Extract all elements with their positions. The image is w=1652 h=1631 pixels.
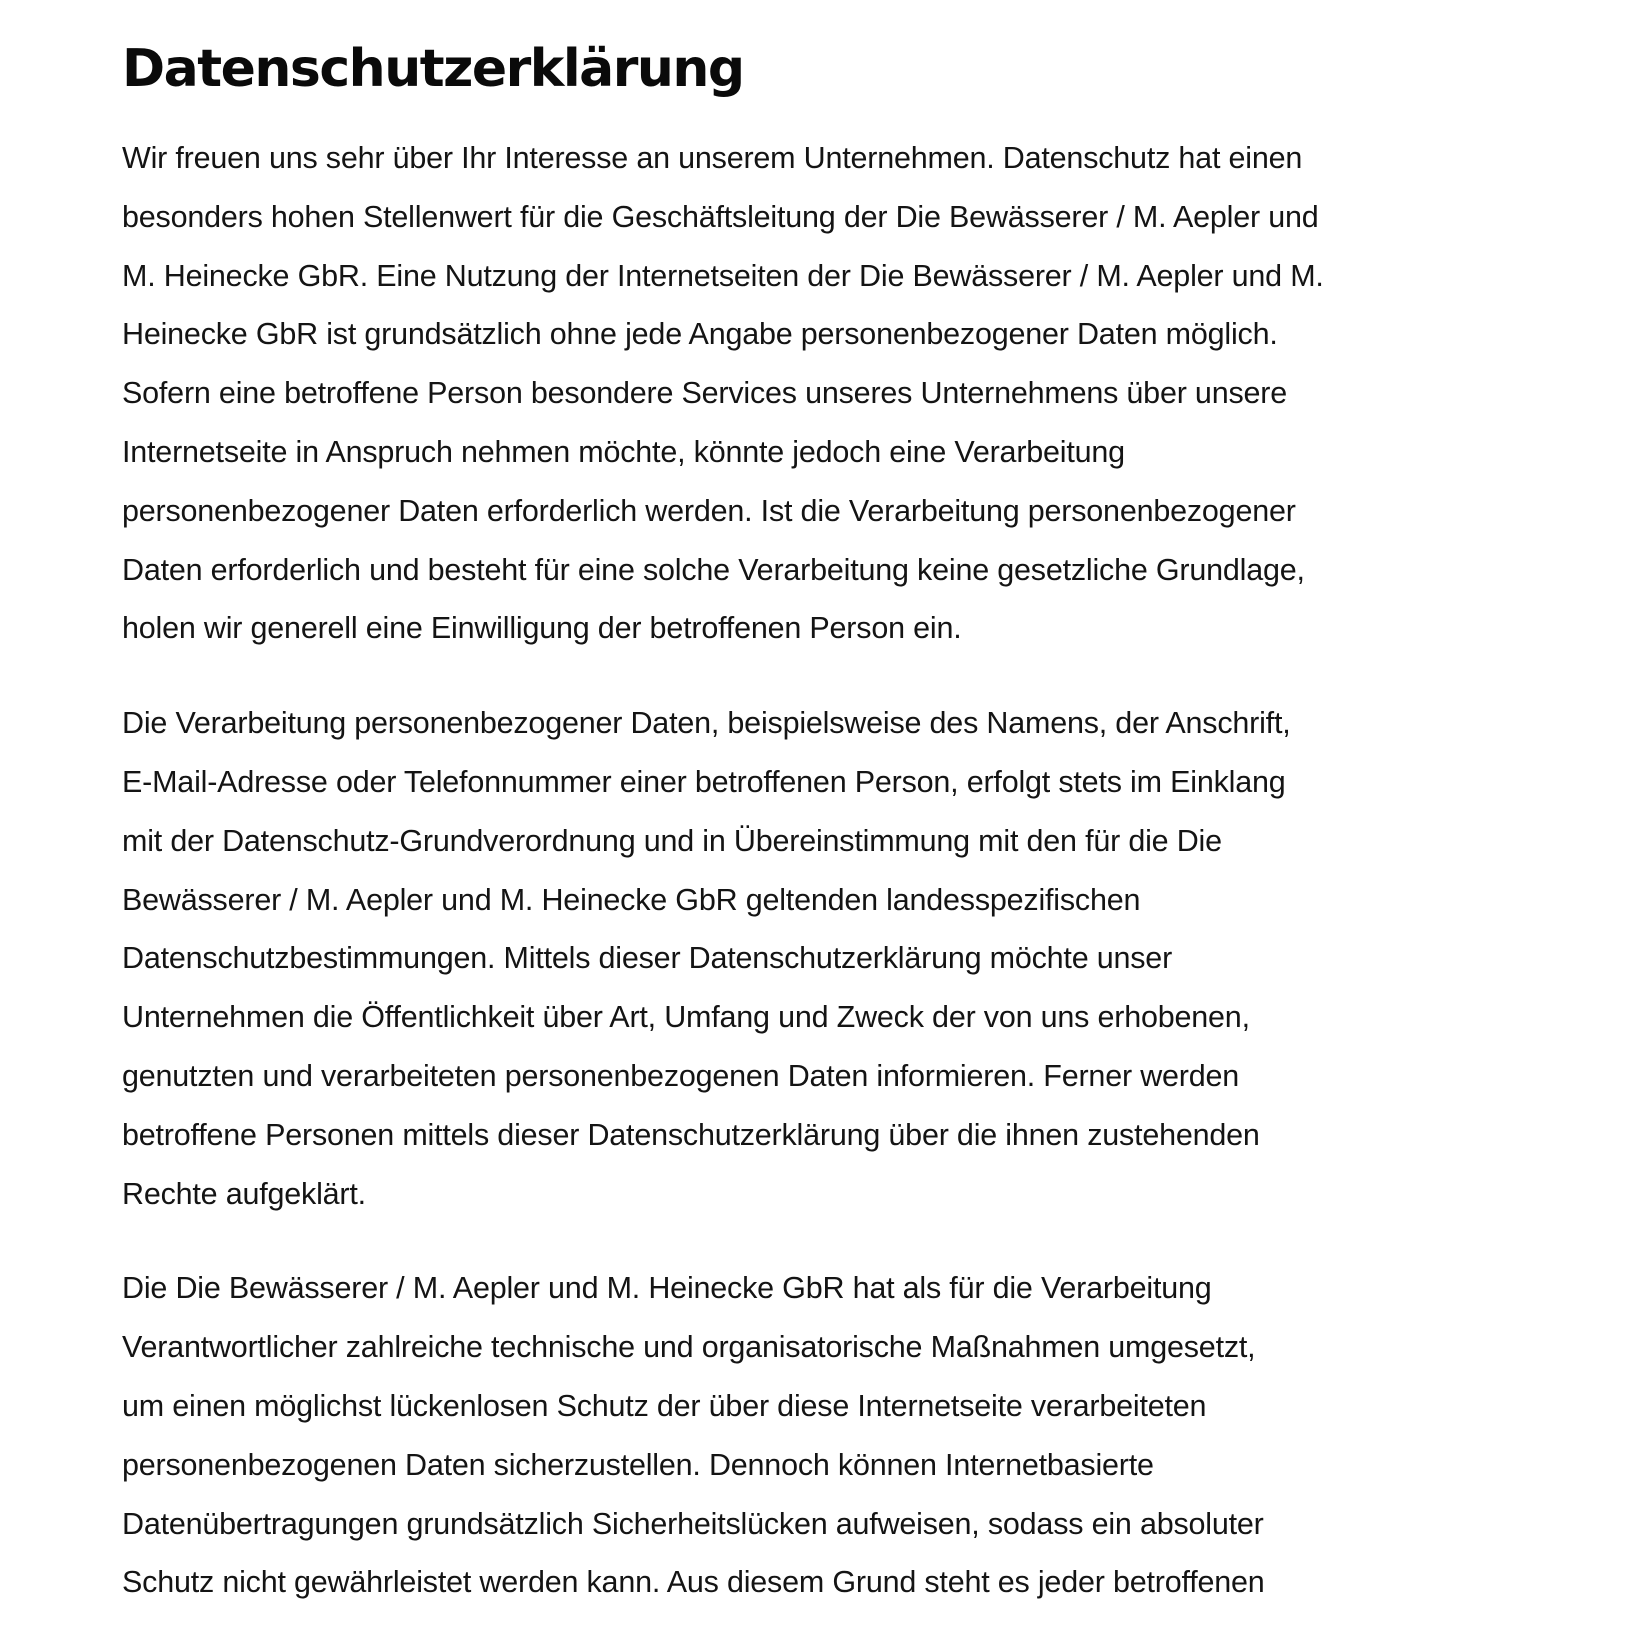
privacy-policy-content	[122, 0, 1552, 1612]
paragraph-line: betroffene Personen mittels dieser Datenschutzerklärung über die ihnen zustehenden	[122, 1117, 1260, 1152]
paragraph-line: Schutz nicht gewährleistet werden kann. Aus diesem Grund steht es jeder betroffenen	[122, 1565, 1265, 1600]
paragraph-line: Daten erforderlich und besteht für eine solche Verarbeitung keine gesetzliche Grundlage,	[122, 552, 1305, 587]
page-title: Datenschutzerklärung	[122, 39, 744, 99]
paragraph-line: Unternehmen die Öffentlichkeit über Art, Umfang und Zweck der von uns erhobenen,	[122, 1000, 1250, 1035]
paragraph-line: besonders hohen Stellenwert für die Geschäftsleitung der Die Bewässerer / M. Aepler und	[122, 199, 1319, 234]
paragraph-line: um einen möglichst lückenlosen Schutz der über diese Internetseite verarbeiteten	[122, 1388, 1207, 1423]
paragraph-line: Sofern eine betroffene Person besondere Services unseres Unternehmens über unsere	[122, 376, 1287, 411]
paragraph-line: Datenschutzbestimmungen. Mittels dieser Datenschutzerklärung möchte unser	[122, 941, 1173, 976]
paragraph-introduction	[122, 129, 1552, 658]
paragraph-line: Bewässerer / M. Aepler und M. Heinecke GbR geltenden landesspezifischen	[122, 882, 1141, 917]
paragraph-line: Datenübertragungen grundsätzlich Sicherheitslücken aufweisen, sodass ein absoluter	[122, 1506, 1264, 1541]
paragraph-data-processing	[122, 694, 1552, 1223]
paragraph-line: M. Heinecke GbR. Eine Nutzung der Internetseiten der Die Bewässerer / M. Aepler und M.	[122, 258, 1324, 293]
paragraph-line: Die Verarbeitung personenbezogener Daten, beispielsweise des Namens, der Anschrift,	[122, 706, 1291, 741]
paragraph-security-measures	[122, 1259, 1552, 1612]
paragraph-line: Internetseite in Anspruch nehmen möchte, könnte jedoch eine Verarbeitung	[122, 434, 1125, 469]
paragraph-line: Verantwortlicher zahlreiche technische und organisatorische Maßnahmen umgesetzt,	[122, 1330, 1256, 1365]
paragraph-line: holen wir generell eine Einwilligung der betroffenen Person ein.	[122, 611, 962, 646]
paragraph-line: mit der Datenschutz-Grundverordnung und in Übereinstimmung mit den für die Die	[122, 823, 1222, 858]
paragraph-line: E-Mail-Adresse oder Telefonnummer einer betroffenen Person, erfolgt stets im Einklang	[122, 764, 1286, 799]
paragraph-line: Wir freuen uns sehr über Ihr Interesse an unserem Unternehmen. Datenschutz hat einen	[122, 141, 1303, 175]
paragraph-line: personenbezogenen Daten sicherzustellen. Dennoch können Internetbasierte	[122, 1447, 1154, 1482]
paragraph-line: personenbezogener Daten erforderlich werden. Ist die Verarbeitung personenbezogener	[122, 493, 1296, 528]
paragraph-line: Heinecke GbR ist grundsätzlich ohne jede Angabe personenbezogener Daten möglich.	[122, 317, 1278, 352]
paragraph-line: Die Die Bewässerer / M. Aepler und M. Heinecke GbR hat als für die Verarbeitung	[122, 1271, 1212, 1306]
paragraph-line: Rechte aufgeklärt.	[122, 1176, 366, 1211]
paragraph-line: genutzten und verarbeiteten personenbezogenen Daten informieren. Ferner werden	[122, 1058, 1240, 1093]
